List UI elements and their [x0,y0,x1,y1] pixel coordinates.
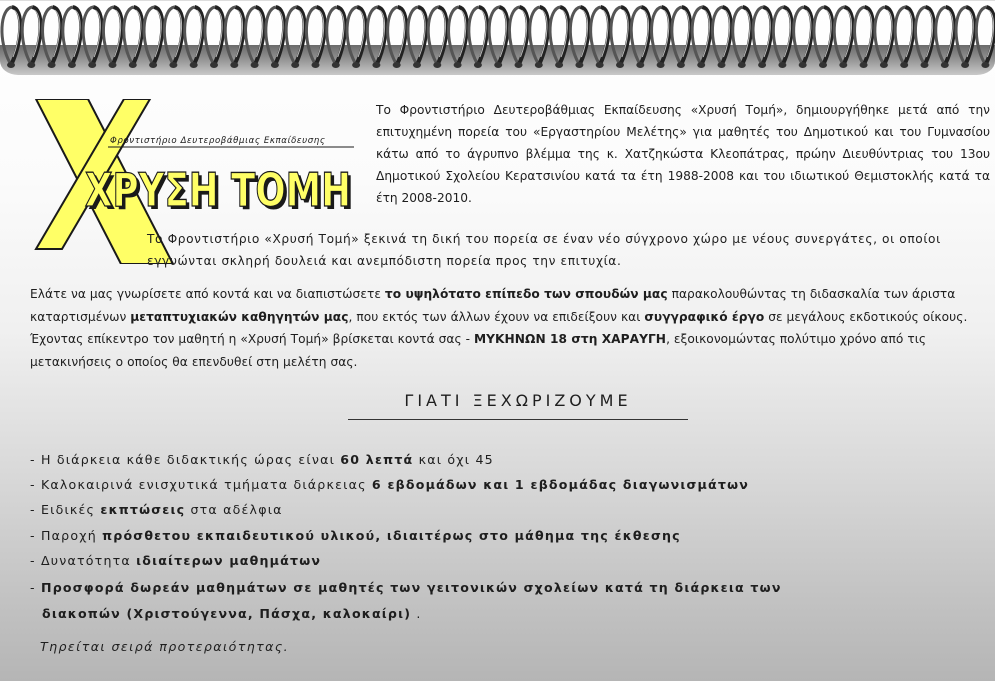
spiral-coil [712,7,730,68]
spiral-coil [83,7,101,68]
spiral-coil [733,7,751,68]
spiral-coil [956,7,974,68]
spiral-coil [124,7,142,68]
list-item: - Δυνατότητα ιδιαίτερων μαθημάτων [30,552,322,568]
bold-run: το υψηλότατο επίπεδο των σπουδών μας [384,287,668,301]
list-item: - Η διάρκεια κάθε διδακτικής ώρας είναι 60 λεπτά και όχι 45 [30,452,494,467]
spiral-coil [550,7,568,68]
priority-note: Τηρείται σειρά προτεραιότητας. [40,639,290,654]
spiral-coil [306,7,324,68]
text-run: σε μεγάλους εκδοτικούς οίκους. Έχοντας επίκεντρο τον μαθητή η «Χρυσή Τομή» βρίσκεται κοντά σας - [30,309,968,346]
spiral-coil [570,7,588,68]
spiral-coil [692,7,710,68]
spiral-coil [185,7,203,68]
spiral-coil [327,7,345,68]
logo-name-shadow: ΧΡΥΣΗ ΤΟΜΗ [88,166,354,220]
spiral-coil [591,7,609,68]
spiral-coil [753,7,771,68]
spiral-coil [530,7,548,68]
spiral-coil [144,7,162,68]
spiral-coil [794,7,812,68]
spiral-coil [915,7,933,68]
spiral-coil [509,7,527,68]
spiral-binding [0,1,995,81]
spiral-coil [103,7,121,68]
spiral-coil [2,7,20,68]
spiral-coil [611,7,629,68]
logo-tagline: Φροντιστήριο Δευτεροβάθμιας Εκπαίδευσης [110,136,326,146]
bold-run: συγγραφικό έργο [644,309,765,324]
spiral-coil [855,7,873,68]
spiral-coil [63,7,81,68]
spiral-coil [408,7,426,68]
spiral-coil [814,7,832,68]
intro-paragraph-2: Το Φροντιστήριο «Χρυσή Τομή» ξεκινά τη δική του πορεία σε έναν νέο σύγχρονο χώρο με νέους συνεργάτες, οι οποίοι εγγυώνται σκληρή δουλειά και ανεμπόδιστη πορεία προς την επιτυχία. [147,232,941,268]
spiral-coil [652,7,670,68]
spiral-coil [672,7,690,68]
spiral-coil [469,7,487,68]
spiral-coil [976,7,994,68]
list-item: - Καλοκαιρινά ενισχυτικά τμήματα διάρκειας 6 εβδομάδων και 1 εβδομάδας διαγωνισμάτων [30,477,749,493]
bold-run: μεταπτυχιακών καθηγητών μας [130,309,349,324]
address-bold: ΜΥΚΗΝΩΝ 18 στη ΧΑΡΑΥΓΗ [473,332,667,346]
logo-name: ΧΡΥΣΗ ΤΟΜΗ [85,163,351,217]
features-list [30,447,970,627]
spiral-coil [936,7,954,68]
spiral-coil [225,7,243,68]
intro-paragraph-1: Το Φροντιστήριο Δευτεροβάθμιας Εκπαίδευσης «Χρυσή Τομή», δημιουργήθηκε μετά από την επιτυχημένη πορεία του «Εργαστηρίου Μελέτης» για μαθητές του Δημοτικού και του Γυμνασίου κάτω από το άγρυπνο βλέμμα της κ. Χατζηκώστα Κλεοπάτρας, πρώην Διευθύντριας του 13ου Δημοτικού Σχολείου Κερατσινίου κατά τα έτη 1988-2008 και του ιδιωτικού Θεμιστοκλής κατά τα έτη 2008-2010. [376,103,990,205]
spiral-coil [266,7,284,68]
invitation-paragraph [30,283,990,373]
list-item: - Προσφορά δωρεάν μαθημάτων σε μαθητές των γειτονικών σχολείων κατά τη διάρκεια των διακοπών (Χριστούγεννα, Πάσχα, καλοκαίρι) . [30,579,782,621]
spiral-coil [631,7,649,68]
text-run: Ελάτε να μας γνωρίσετε από κοντά και να διαπιστώσετε [30,287,385,301]
spiral-coil [246,7,264,68]
spiral-coil [773,7,791,68]
spiral-coil [286,7,304,68]
spiral-coils [0,1,995,81]
spiral-coil [834,7,852,68]
spiral-coil [449,7,467,68]
spiral-coil [388,7,406,68]
spiral-coil [367,7,385,68]
list-item: - Ειδικές εκπτώσεις στα αδέλφια [30,502,283,518]
spiral-coil [22,7,40,68]
spiral-coil [875,7,893,68]
spiral-coil [347,7,365,68]
spiral-coil [164,7,182,68]
text-run: , που εκτός των άλλων έχουν να επιδείξουν και [348,309,645,324]
spiral-coil [43,7,61,68]
text-run: παρακολουθώντας τη διδασκαλία των άριστα καταρτισμένων [30,287,956,324]
spiral-coil [895,7,913,68]
spiral-coil [489,7,507,68]
spiral-coil [428,7,446,68]
section-heading: ΓΙΑΤΙ ΞΕΧΩΡΙΖΟΥΜΕ [348,391,688,420]
spiral-coil [205,7,223,68]
text-run: , εξοικονομώντας πολύτιμο χρόνο από τις μετακινήσεις ο οποίος θα επενδυθεί στη μελέτη σας. [30,332,927,369]
list-item: - Παροχή πρόσθετου εκπαιδευτικού υλικού, ιδιαιτέρως στο μάθημα της έκθεσης [30,527,681,543]
